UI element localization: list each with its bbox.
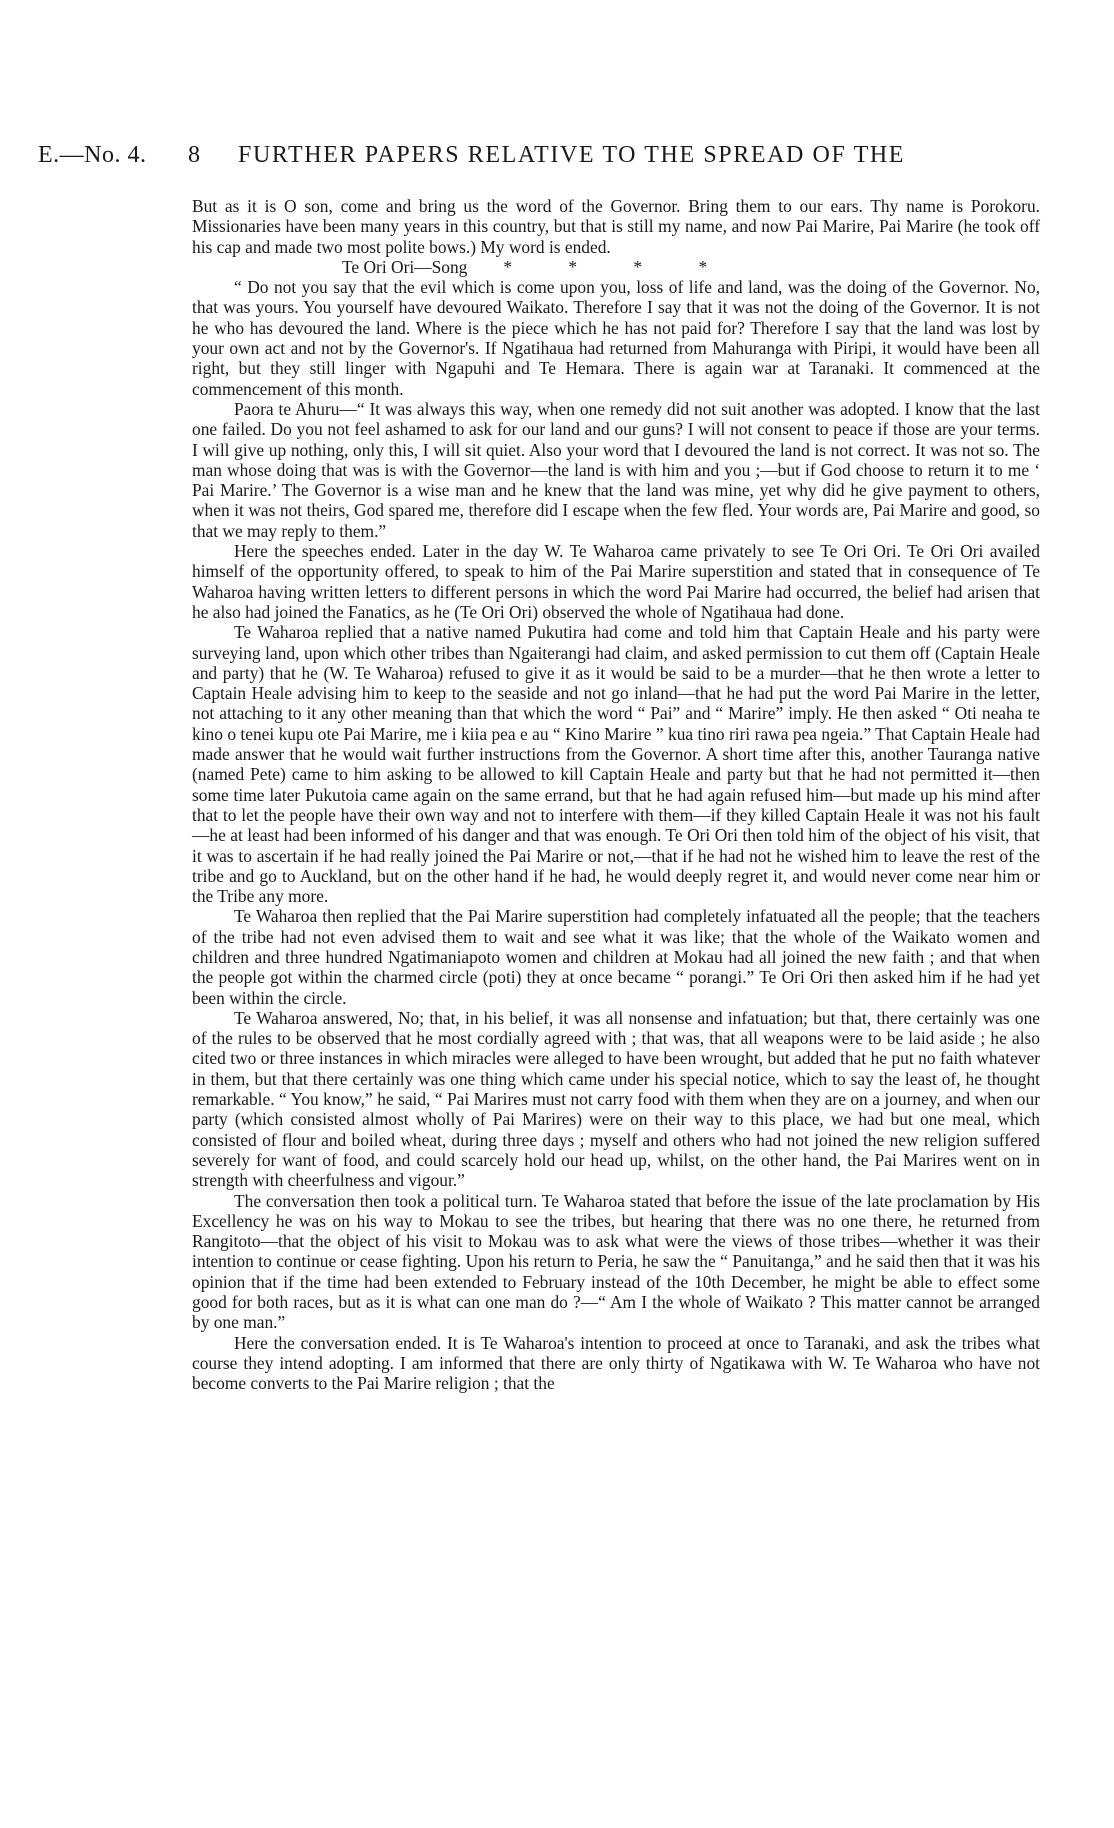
song-heading <box>192 257 1040 277</box>
paragraph: But as it is O son, come and bring us the word of the Governor. Bring them to our ears. Thy name is Porokoru. Missionaries have been many years in this country, but that is still my name, and now Pai Marire, Pai Marire (he took off his cap and made two most polite bows.) My word is ended. <box>192 196 1040 257</box>
running-title: FURTHER PAPERS RELATIVE TO THE SPREAD OF THE <box>238 142 906 168</box>
paragraph: Here the conversation ended. It is Te Waharoa's intention to proceed at once to Taranaki, and ask the tribes what course they intend adopting. I am informed that there are only thirty of Ngatikawa with W. Te Waharoa who have not become converts to the Pai Marire religion ; that the <box>192 1332 1040 1394</box>
paragraph: The conversation then took a political turn. Te Waharoa stated that before the issue of the late proclamation by His Excellency he was on his way to Mokau to see the tribes, but hearing that there was no one there, he returned from Rangitoto—that the object of his visit to Mokau was to ask what were the views of those tribes—whether it was their intention to continue or cease fighting. Upon his return to Peria, he saw the “ Panuitanga,” and he said then that it was his opinion that if the time had been extended to February instead of the 10th December, he might be able to effect some good for both races, but as it is what can one man do ?—“ Am I the whole of Waikato ? This matter cannot be arranged by one man.” <box>192 1190 1040 1333</box>
asterisk-divider: * * * * <box>503 256 708 277</box>
page-number: 8 <box>188 142 201 168</box>
paragraph: Here the speeches ended. Later in the day W. Te Waharoa came privately to see Te Ori Ori. Te Ori Ori availed himself of the opportunity offered, to speak to him of the Pai Marire superstition and stated that in consequence of Te Waharoa having written letters to different persons in which the word Pai Marire had occurred, the belief had arisen that he also had joined the Fanatics, as he (Te Ori Ori) observed the whole of Ngatihaua had done. <box>192 541 1040 622</box>
paragraph: Te Waharoa answered, No; that, in his belief, it was all nonsense and infatuation; but that, there certainly was one of the rules to be observed that he most cordially agreed with ; that was, that all weapons were to be laid aside ; he also cited two or three instances in which miracles were alleged to have been wrought, but added that he put no faith whatever in them, but that there certainly was one thing which came under his special notice, which to say the least of, he thought remarkable. “ You know,” he said, “ Pai Marires must not carry food with them when they are on a journey, and when our party (which consisted almost wholly of Pai Marires) were on their way to this place, we had but one meal, which consisted of flour and boiled wheat, during three days ; myself and others who had not joined the new religion suffered severely for want of food, and could scarcely hold our head up, whilst, on the other hand, the Pai Marires went on in strength with cheerfulness and vigour.” <box>192 1007 1040 1191</box>
paragraph: Paora te Ahuru—“ It was always this way, when one remedy did not suit another was adopted. I know that the last one failed. Do you not feel ashamed to ask for our land and our guns? I will not consent to peace if those are your terms. I will give up nothing, only this, I will sit quiet. Also your word that I devoured the land is not correct. It was not so. The man whose doing that was is with the Governor—the land is with him and you ;—but if God choose to return it to me ‘ Pai Marire.’ The Governor is a wise man and he knew that the land was mine, yet why did he give payment to others, when it was not theirs, God spared me, therefore did I escape when the few fled. Your words are, Pai Marire and good, so that we may reply to them.” <box>192 398 1040 541</box>
paragraph: “ Do not you say that the evil which is come upon you, loss of life and land, was the doing of the Governor. No, that was yours. You yourself have devoured Waikato. Therefore I say that it was not the doing of the Governor. It is not he who has devoured the land. Where is the piece which he has not paid for? Therefore I say that the land was lost by your own act and not by the Governor's. If Ngatihaua had returned from Mahuranga with Piripi, it would have been all right, but they still linger with Ngapuhi and Te Hemara. There is again war at Taranaki. It commenced at the commencement of this month. <box>192 277 1040 399</box>
paragraph: Te Waharoa replied that a native named Pukutira had come and told him that Captain Heale and his party were surveying land, upon which other tribes than Ngaiterangi had claim, and asked permission to cut them off (Captain Heale and party) that he (W. Te Waharoa) refused to give it as it would be said to be a murder—that he then wrote a letter to Captain Heale advising him to keep to the seaside and not go inland—that he had put the word Pai Marire in the letter, not attaching to it any other meaning than that which the word “ Pai” and “ Marire” imply. He then asked “ Oti neaha te kino o tenei kupu ote Pai Marire, me i kiia pea e au “ Kino Marire ” kua tino riri rawa pea ngeia.” That Captain Heale had made answer that he would wait further instructions from the Governor. A short time after this, another Tauranga native (named Pete) came to him asking to be allowed to kill Captain Heale and party but that he had not permitted it—then some time later Pukutoia came again on the same errand, but that he had again refused him—but made up his mind after that to let the people have their own way and not to interfere with them—if they killed Captain Heale it was not his fault—he at least had been informed of his danger and that was enough. Te Ori Ori then told him of the object of his visit, that it was to ascertain if he had really joined the Pai Marire or not,—that if he had not he wished him to leave the rest of the tribe and go to Auckland, but on the other hand if he had, he would deeply regret it, and would never come near him or the Tribe any more. <box>192 622 1040 907</box>
page-body <box>192 196 1040 1394</box>
song-label: Te Ori Ori—Song <box>342 256 468 277</box>
page-header <box>38 142 1078 169</box>
document-reference: E.—No. 4. <box>38 142 147 168</box>
paragraph: Te Waharoa then replied that the Pai Marire superstition had completely infatuated all the people; that the teachers of the tribe had not even advised them to wait and see what it was like; that the whole of the Waikato women and children and three hundred Ngatimaniapoto women and children at Mokau had all joined the new faith ; and that when the people got within the charmed circle (poti) they at once became “ porangi.” Te Ori Ori then asked him if he had yet been within the circle. <box>192 906 1040 1008</box>
